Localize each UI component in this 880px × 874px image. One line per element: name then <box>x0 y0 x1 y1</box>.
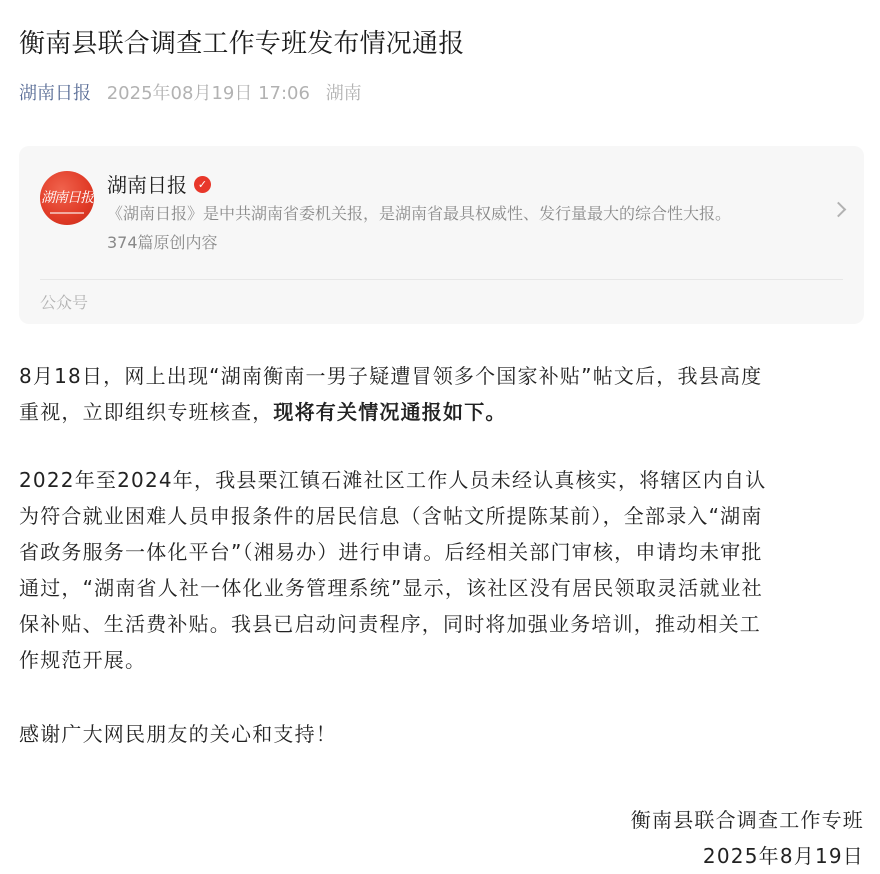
account-type-label: 公众号 <box>40 293 89 312</box>
paragraph-line: 为符合就业困难人员申报条件的居民信息（含帖文所提陈某前），全部录入“湖南 <box>19 504 763 528</box>
paragraph-text: 重视，立即组织专班核查， <box>19 400 274 424</box>
original-content-count: 374篇原创内容 <box>107 233 218 252</box>
source-link[interactable]: 湖南日报 <box>19 83 91 104</box>
paragraph-line: 保补贴、生活费补贴。我县已启动问责程序，同时将加强业务培训，推动相关工 <box>19 612 761 636</box>
paragraph-thanks: 感谢广大网民朋友的关心和支持！ <box>19 722 337 746</box>
article-title: 衡南县联合调查工作专班发布情况通报 <box>19 29 465 59</box>
publish-datetime: 2025年08月19日 17:06 <box>106 83 310 104</box>
account-name[interactable]: 湖南日报 <box>107 173 187 197</box>
verified-badge-icon: ✓ <box>194 176 211 193</box>
paragraph-details <box>19 462 864 678</box>
paragraph-line: 省政务服务一体化平台”（湘易办）进行申请。后经相关部门审核，申请均未审批 <box>19 540 763 564</box>
paragraph-line: 作规范开展。 <box>19 648 147 672</box>
article-meta <box>19 81 362 107</box>
paragraph-intro <box>19 358 864 430</box>
paragraph-line: 8月18日，网上出现“湖南衡南一男子疑遭冒领多个国家补贴”帖文后，我县高度 <box>19 364 763 388</box>
account-logo-text: 湖南日报 <box>41 190 93 206</box>
signature-org: 衡南县联合调查工作专班 <box>630 808 864 832</box>
card-divider <box>40 279 843 280</box>
chevron-right-icon[interactable] <box>831 202 847 218</box>
account-logo[interactable] <box>40 171 94 225</box>
paragraph-line: 通过，“湖南省人社一体化业务管理系统”显示，该社区没有居民领取灵活就业社 <box>19 576 763 600</box>
paragraph-line <box>19 394 864 430</box>
account-card[interactable] <box>19 146 864 324</box>
account-description: 《湖南日报》是中共湖南省委机关报，是湖南省最具权威性、发行量最大的综合性大报。 <box>107 204 732 223</box>
paragraph-line: 2022年至2024年，我县栗江镇石滩社区工作人员未经认真核实，将辖区内自认 <box>19 468 767 492</box>
signature-date: 2025年8月19日 <box>702 844 864 868</box>
logo-decoration <box>50 212 84 214</box>
paragraph-bold-text: 现将有关情况通报如下。 <box>273 400 507 424</box>
publish-region: 湖南 <box>325 83 362 104</box>
